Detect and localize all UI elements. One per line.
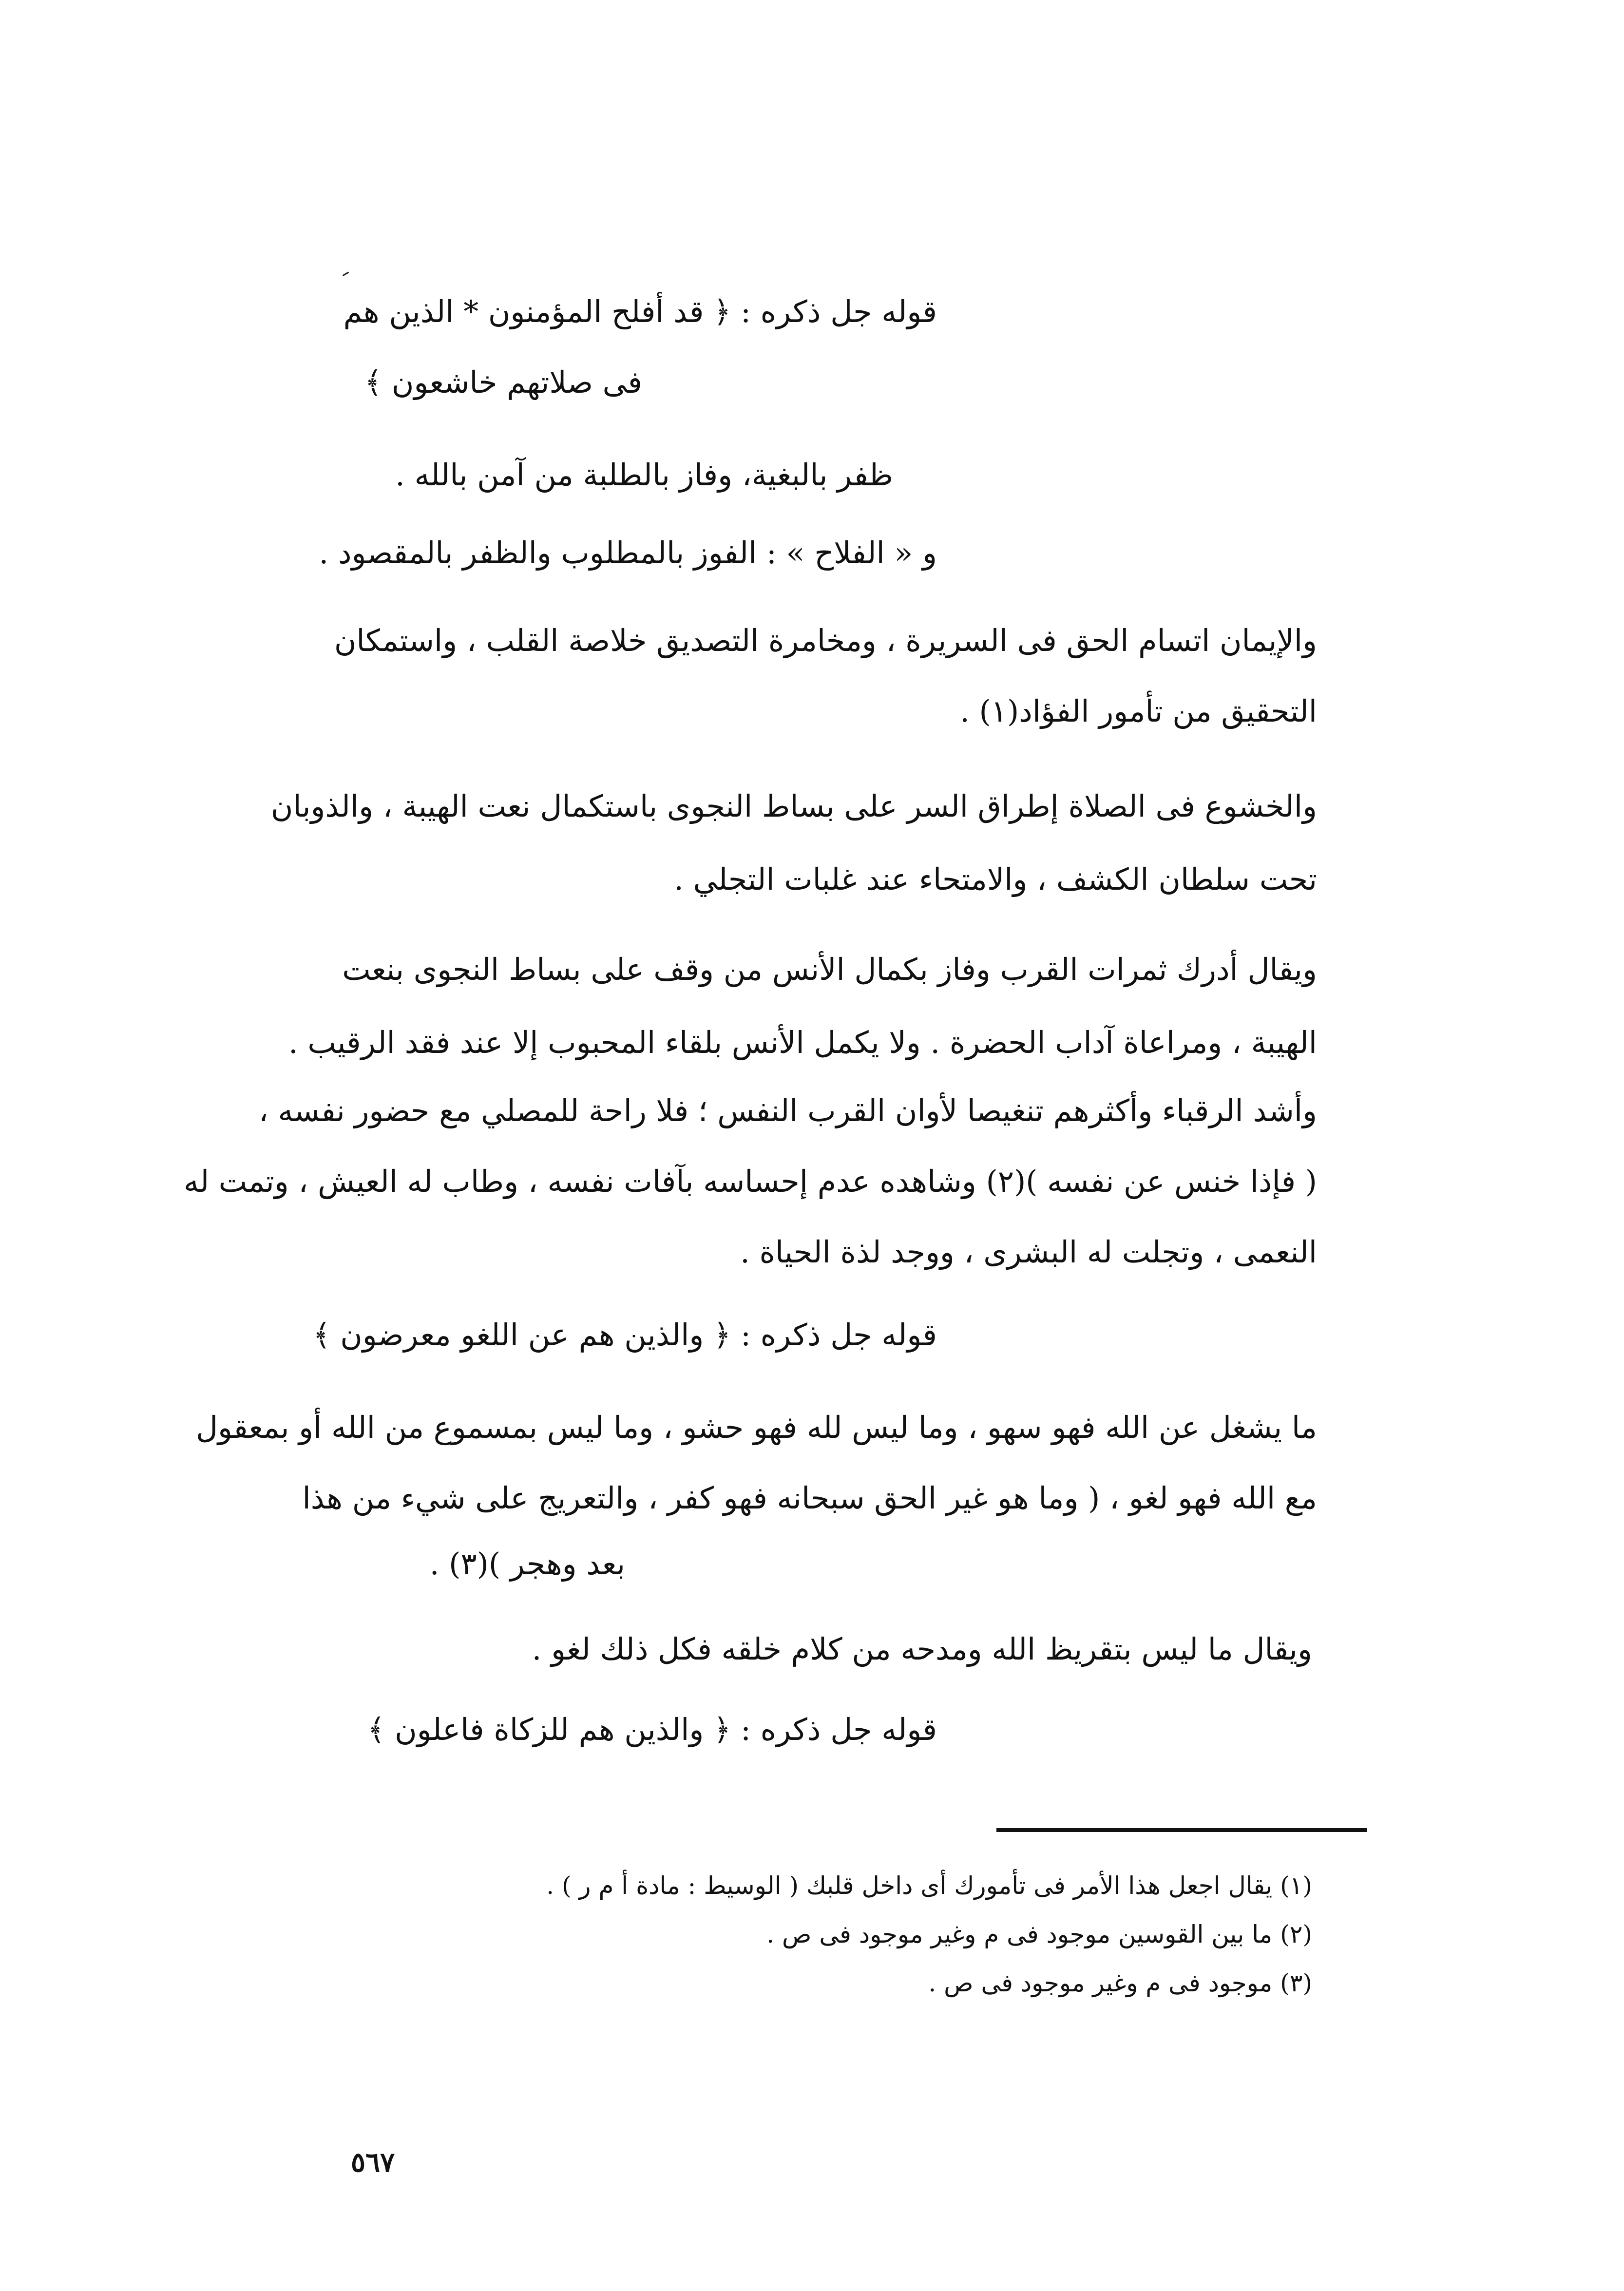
verse-heading-1-cont: فى صلاتهم خاشعون ﴾ xyxy=(364,364,642,400)
body-line: ظفر بالبغية، وفاز بالطلبة من آمن بالله . xyxy=(395,457,893,493)
footnote-2: (٢) ما بين القوسين موجود فى م وغير موجود فى ص . xyxy=(766,1920,1312,1948)
body-line: ويقال ما ليس بتقريظ الله ومدحه من كلام خلقه فكل ذلك لغو . xyxy=(532,1631,1312,1667)
body-line: وأشد الرقباء وأكثرهم تنغيصا لأوان القرب النفس ؛ فلا راحة للمصلي مع حضور نفسه ، xyxy=(258,1093,1317,1128)
footnote-3: (٣) موجود فى م وغير موجود فى ص . xyxy=(928,1969,1312,1997)
body-line: التحقيق من تأمور الفؤاد(١) . xyxy=(960,693,1317,729)
body-line: ( فإذا خنس عن نفسه )(٢) وشاهده عدم إحساسه بآفات نفسه ، وطاب له العيش ، وتمت له xyxy=(183,1164,1317,1199)
body-line: و « الفلاح » : الفوز بالمطلوب والظفر بالمقصود . xyxy=(319,535,937,571)
body-line: ما يشغل عن الله فهو سهو ، وما ليس لله فهو حشو ، وما ليس بمسموع من الله أو بمعقول xyxy=(196,1410,1317,1445)
body-line: ويقال أدرك ثمرات القرب وفاز بكمال الأنس من وقف على بساط النجوى بنعت xyxy=(342,952,1317,987)
page-number: ٥٦٧ xyxy=(351,2146,395,2178)
body-line: مع الله فهو لغو ، ( وما هو غير الحق سبحانه فهو كفر ، والتعريج على شيء من هذا xyxy=(302,1480,1317,1516)
body-line: والخشوع فى الصلاة إطراق السر على بساط النجوى باستكمال نعت الهيبة ، والذوبان xyxy=(270,788,1317,824)
verse-heading-1: قوله جل ذكره : ﴿ قد أفلح المؤمنون * الذين هم xyxy=(343,294,937,329)
footnote-1: (١) يقال اجعل هذا الأمر فى تأمورك أى داخل قلبك ( الوسيط : مادة أ م ر ) . xyxy=(546,1871,1312,1900)
verse-heading-3: قوله جل ذكره : ﴿ والذين هم للزكاة فاعلون ﴾ xyxy=(367,1712,937,1747)
body-line: الهيبة ، ومراعاة آداب الحضرة . ولا يكمل الأنس بلقاء المحبوب إلا عند فقد الرقيب . xyxy=(288,1025,1317,1060)
corner-mark xyxy=(343,271,352,280)
verse-heading-2: قوله جل ذكره : ﴿ والذين هم عن اللغو معرضون ﴾ xyxy=(313,1317,937,1353)
footnote-divider xyxy=(996,1828,1367,1832)
body-line: بعد وهجر )(٣) . xyxy=(429,1546,625,1582)
body-line: تحت سلطان الكشف ، والامتحاء عند غلبات التجلي . xyxy=(674,861,1317,897)
body-line: النعمى ، وتجلت له البشرى ، ووجد لذة الحياة . xyxy=(740,1234,1317,1270)
body-line: والإيمان اتسام الحق فى السريرة ، ومخامرة التصديق خلاصة القلب ، واستمكان xyxy=(334,623,1317,658)
